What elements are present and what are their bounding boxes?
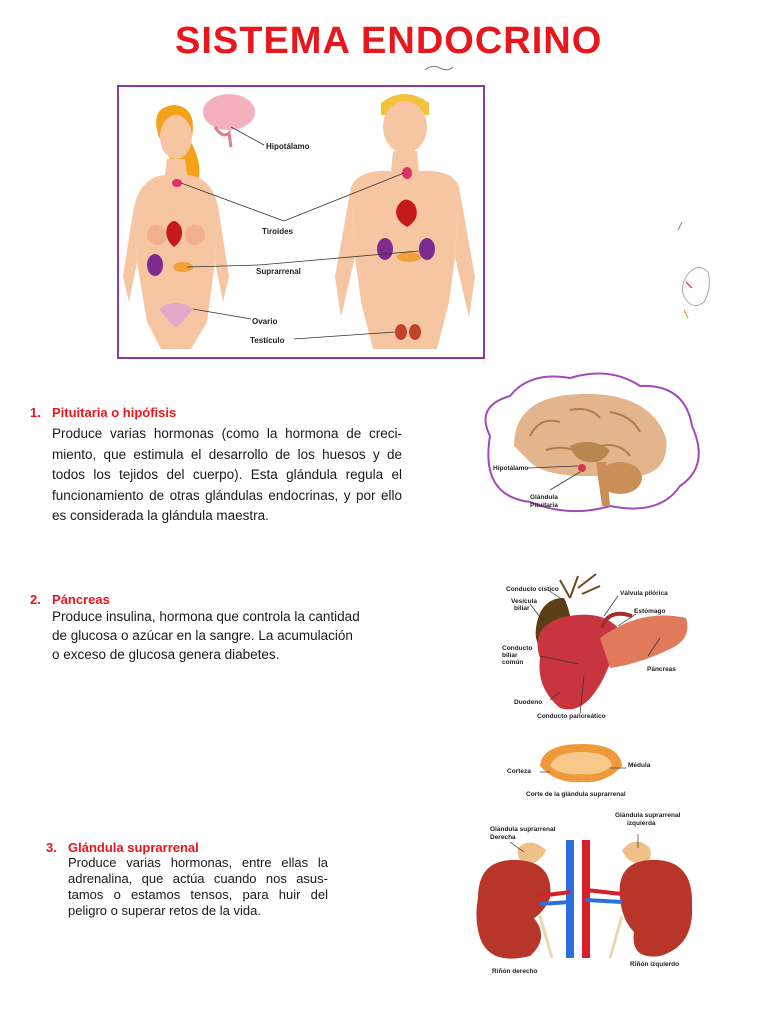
brain-illustration (470, 366, 712, 516)
kidney-label-rinon-derecho: Riñón derecho (492, 968, 538, 975)
pancreas-label-duodeno: Duodeno (514, 699, 543, 706)
kidney-label-supra-derecha-2: Derecha (490, 834, 516, 841)
section-number: 3. (46, 840, 57, 855)
adrenal-label-corteza: Corteza (507, 768, 531, 775)
label-hipotalamo: Hipotálamo (266, 142, 310, 151)
brain-label-hipotalamo: Hipotálamo (493, 465, 529, 472)
label-tiroides: Tiroides (262, 227, 293, 236)
section-heading (30, 592, 360, 607)
pancreas-label-conducto-cistico: Conducto cístico (506, 586, 559, 593)
section-suprarrenal (46, 840, 328, 919)
section-title: Glándula suprarrenal (68, 840, 199, 855)
pancreas-label-biliar: biliar (514, 605, 530, 612)
kidney-label-supra-izquierda-2: izquierda (627, 820, 656, 827)
section-text: Produce varias hormonas, entre ellas la adrenalina, que actúa cuando nos asus-tamos o estamos tensos, para huir del peligro o superar retos de la vida. (68, 855, 328, 918)
section-number: 2. (30, 592, 41, 607)
pancreas-label-conducto-pancreatico: Conducto pancreático (537, 713, 606, 720)
margin-sketch (664, 218, 714, 328)
adrenal-label-medula: Médula (628, 762, 651, 769)
section-text: Produce varias hormonas (como la hormona de creci-miento, que estimula el desarrollo de los huesos y de todos los tejidos del cuerpo). Esta glándula regula el funcionamiento de otras glándulas endocrinas, y por ello es considerada la glándula maestra. (52, 426, 402, 524)
pancreas-label-estomago: Estómago (634, 608, 666, 615)
section-heading (30, 405, 402, 420)
pancreas-label-conducto-biliar-2: biliar (502, 652, 518, 659)
pancreas-label-valvula: Válvula pilórica (620, 590, 668, 597)
small-brain-icon (203, 94, 255, 147)
pancreas-label-conducto-biliar-3: común (502, 659, 524, 666)
endocrine-body-illustration (119, 87, 483, 357)
label-ovario: Ovario (252, 317, 278, 326)
section-number: 1. (30, 405, 41, 420)
pancreas-label-conducto-biliar-1: Conducto (502, 645, 533, 652)
pancreas-label-vesicula: Vesícula (511, 598, 538, 605)
pancreas-label-pancreas: Páncreas (647, 666, 676, 673)
adrenal-caption: Corte de la glándula suprarrenal (526, 791, 626, 798)
page-title: SISTEMA ENDOCRINO (175, 20, 603, 62)
kidney-label-supra-izquierda-1: Glándula suprarrenal (615, 812, 681, 819)
section-text: Produce insulina, hormona que controla la cantidad de glucosa o azúcar en la sangre. La acumulación o exceso de glucosa genera diabetes. (52, 609, 360, 662)
kidney-label-rinon-izquierdo: Riñón izquierdo (630, 961, 680, 968)
section-pituitaria (30, 405, 402, 527)
section-title: Pituitaria o hipófisis (52, 405, 177, 420)
brain-label-glandula: Glándula (530, 494, 558, 501)
kidney-label-supra-derecha-1: Glándula suprarrenal (490, 826, 556, 833)
section-heading (46, 840, 328, 855)
section-pancreas (30, 592, 360, 664)
brain-label-pituitaria: Pituitaria (530, 502, 558, 509)
kidneys-illustration (470, 828, 700, 968)
section-title: Páncreas (52, 592, 110, 607)
man-figure (335, 94, 475, 349)
decorative-stroke (422, 62, 456, 76)
label-suprarrenal: Suprarrenal (256, 267, 301, 276)
label-testiculo: Testículo (250, 336, 285, 345)
